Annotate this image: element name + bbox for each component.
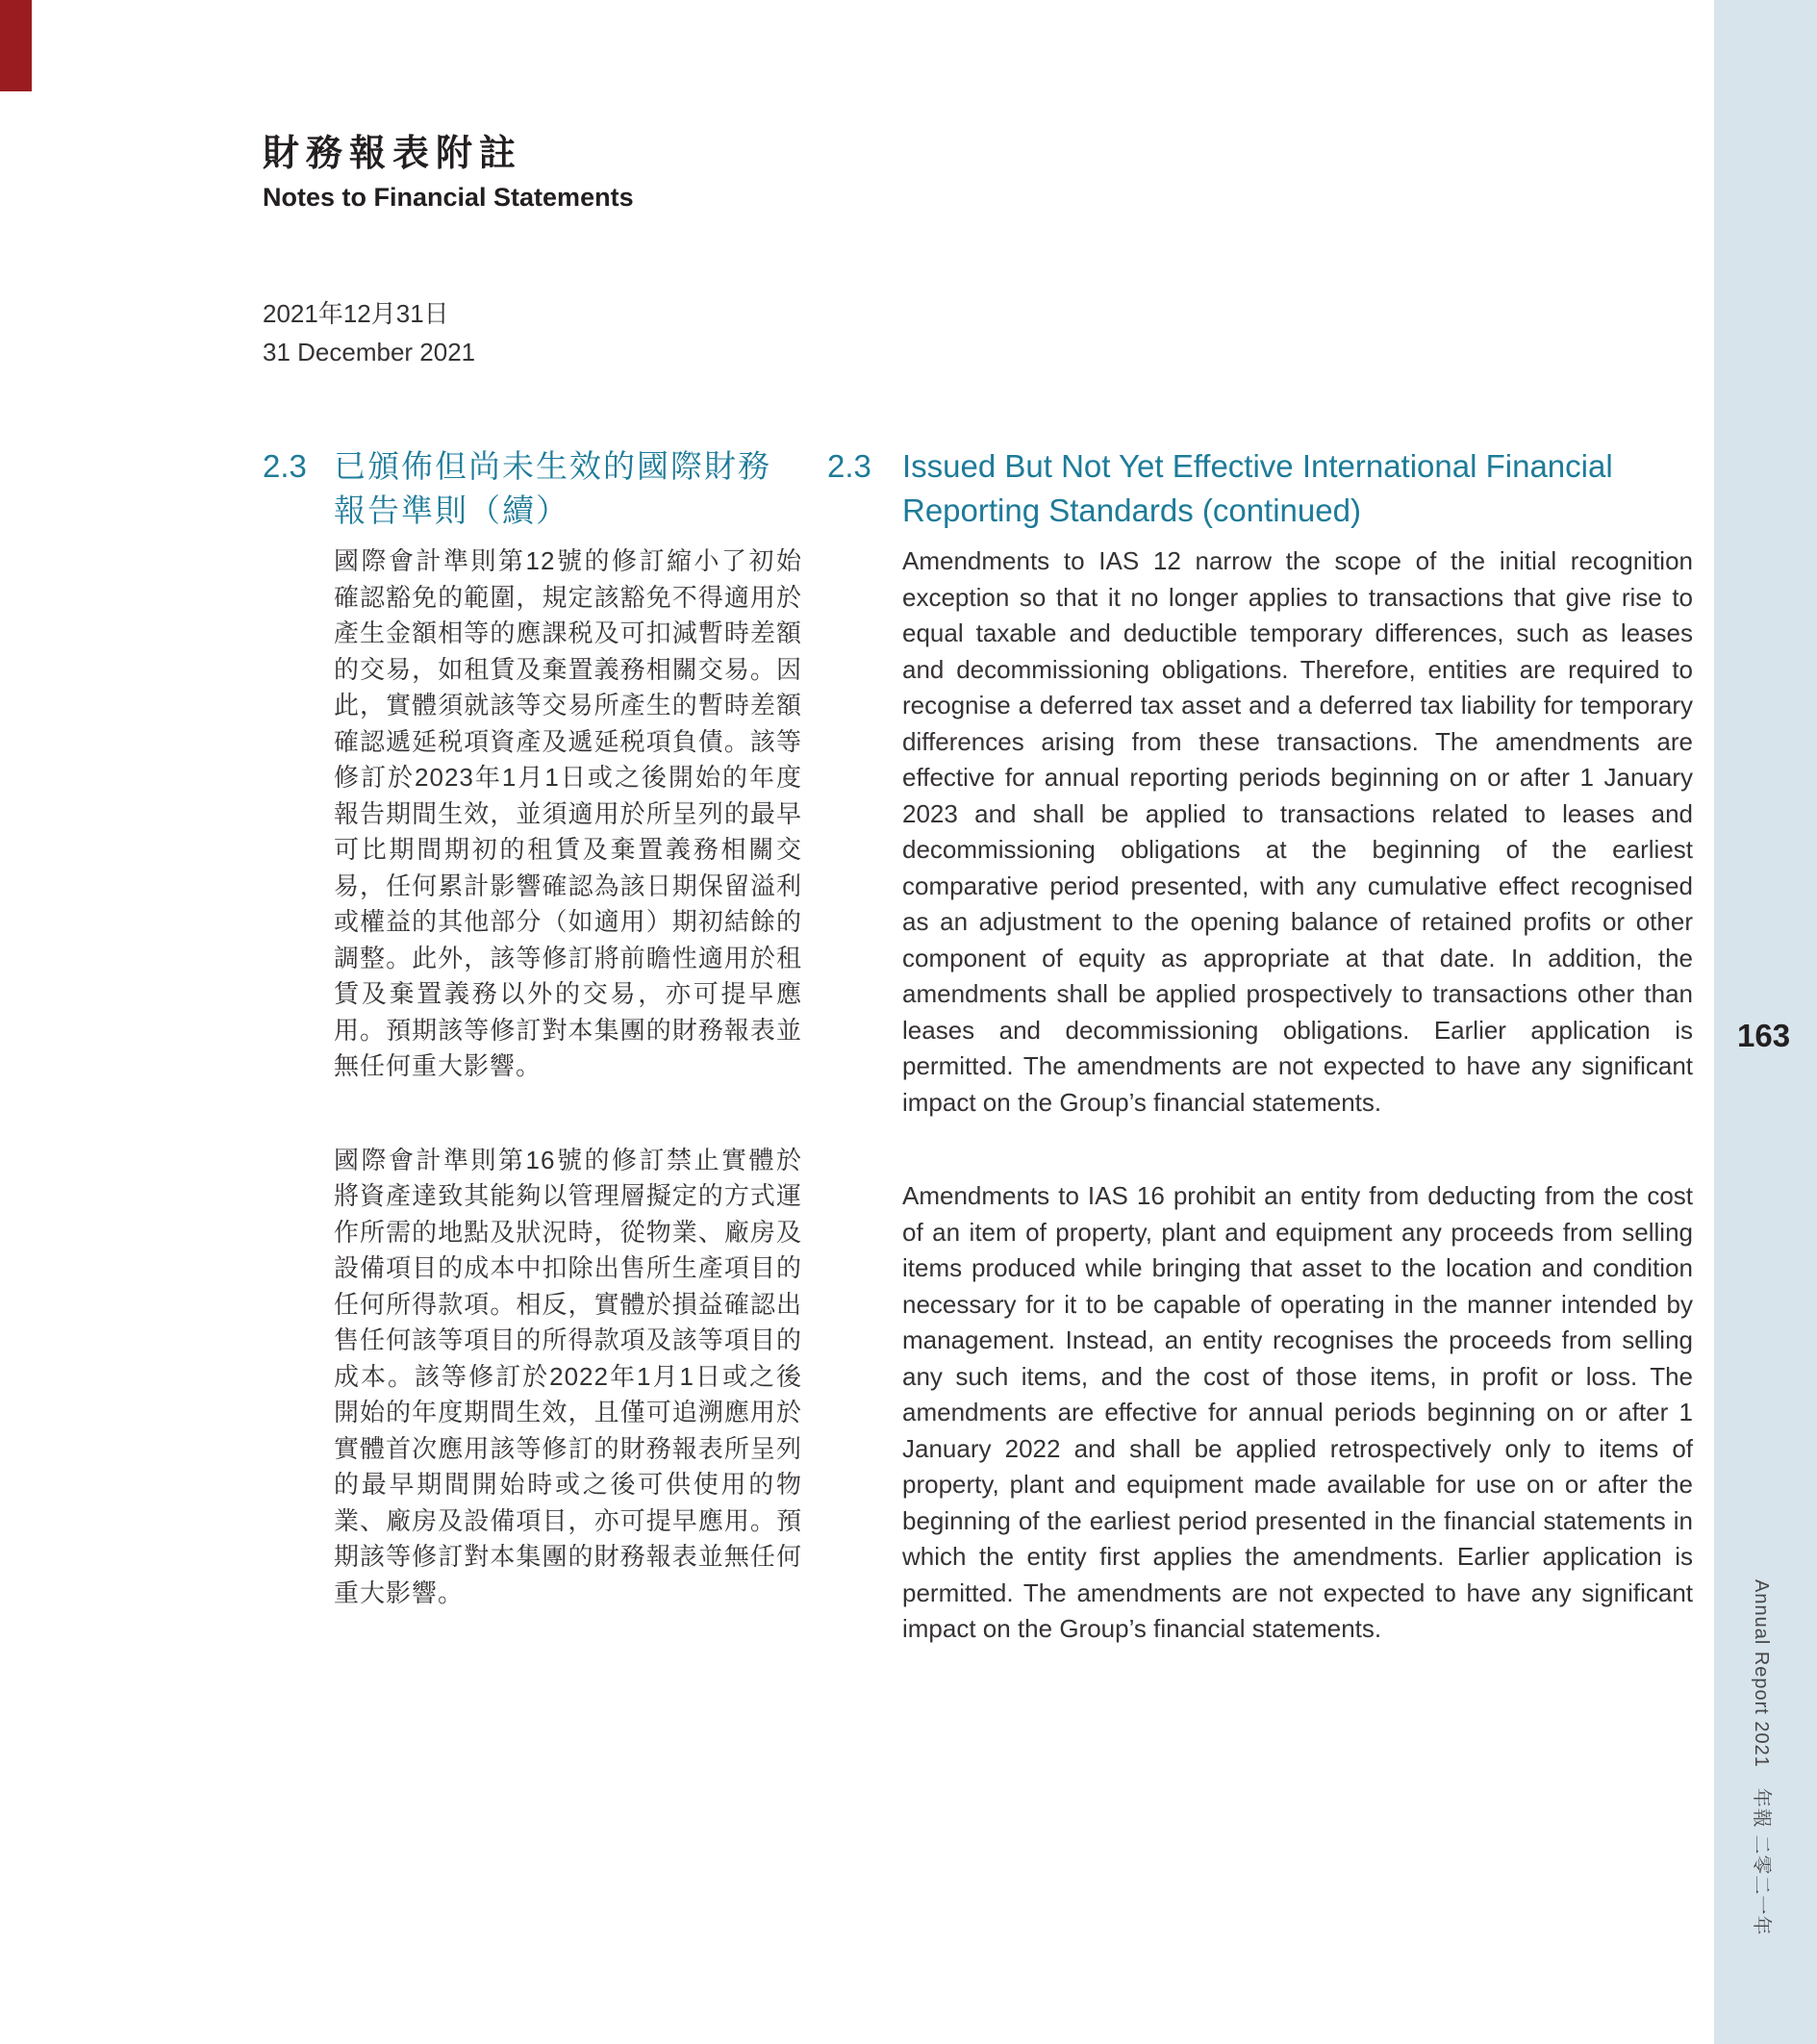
section-number-zh: 2.3: [263, 448, 307, 484]
section-number-en: 2.3: [827, 448, 871, 484]
section-heading-en: Issued But Not Yet Effective International Financial Reporting Standards (continued): [902, 448, 1613, 528]
paragraph-zh-2: 國際會計準則第16號的修訂禁止實體於將資產達致其能夠以管理層擬定的方式運作所需的地點及狀況時，從物業、廠房及設備項目的成本中扣除出售所生產項目的任何所得款項。相反，實體於損益確認出售任何該等項目的所得款項及該等項目的成本。該等修訂於2022年1月1日或之後開始的年度期間生效，且僅可追溯應用於實體首次應用該等修訂的財務報表所呈列的最早期間開始時或之後可供使用的物業、廠房及設備項目，亦可提早應用。預期該等修訂對本集團的財務報表並無任何重大影響。: [334, 1145, 802, 1607]
paragraph-en-2: Amendments to IAS 16 prohibit an entity from deducting from the cost of an item of property, plant and equipment any proceeds from selling items produced while bringing that asset to the location and condition necessary for it to be capable of operating in the manner intended by management. Instead, an entity recognises the proceeds from selling any such items, and the cost of those items, in profit or loss. The amendments are effective for annual periods beginning on or after 1 January 2022 and shall be applied retrospectively only to items of property, plant and equipment made available for use on or after the beginning of the earliest period presented in the financial statements in which the entity first applies the amendments. Earlier application is permitted. The amendments are not expected to have any significant impact on the Group’s financial statements.: [902, 1181, 1693, 1643]
section-body-en: [902, 543, 1693, 1648]
page-number: 163: [1737, 1018, 1791, 1053]
spine-vertical-text: Annual Report 2021 年報 二零二一年: [1751, 1579, 1772, 1936]
report-date-en: 31 December 2021: [263, 338, 476, 366]
column-english: [827, 444, 1693, 1648]
section-heading-zh: 已頒佈但尚未生效的國際財務報告準則（續）: [334, 448, 771, 528]
paragraph-zh-1: 國際會計準則第12號的修訂縮小了初始確認豁免的範圍，規定該豁免不得適用於產生金額相等的應課税及可扣減暫時差額的交易，如租賃及棄置義務相關交易。因此，實體須就該等交易所產生的暫時差額確認遞延税項資產及遞延税項負債。該等修訂於2023年1月1日或之後開始的年度報告期間生效，並須適用於所呈列的最早可比期間期初的租賃及棄置義務相關交易，任何累計影響確認為該日期保留溢利或權益的其他部分（如適用）期初結餘的調整。此外，該等修訂將前瞻性適用於租賃及棄置義務以外的交易，亦可提早應用。預期該等修訂對本集團的財務報表並無任何重大影響。: [334, 546, 802, 1080]
section-head-en: [827, 444, 1693, 533]
corner-accent-bar: [0, 0, 32, 91]
section-head-zh: [263, 444, 802, 533]
paragraph-en-1: Amendments to IAS 12 narrow the scope of the initial recognition exception so that it no longer applies to transactions that give rise to equal taxable and deductible temporary differences, such as leases and decommissioning obligations. Therefore, entities are required to recognise a deferred tax asset and a deferred tax liability for temporary differences arising from these transactions. The amendments are effective for annual reporting periods beginning on or after 1 January 2023 and shall be applied to transactions related to leases and decommissioning obligations at the beginning of the earliest comparative period presented, with any cumulative effect recognised as an adjustment to the opening balance of retained profits or other component of equity as appropriate at that date. In addition, the amendments shall be applied prospectively to transactions other than leases and decommissioning obligations. Earlier application is permitted. The amendments are not expected to have any significant impact on the Group’s financial statements.: [902, 546, 1693, 1117]
doc-title-zh: 財務報表附註: [263, 131, 523, 174]
column-chinese: [263, 444, 802, 1611]
report-date-zh: 2021年12月31日: [263, 299, 449, 328]
report-date-block: [263, 294, 475, 371]
section-body-zh: [334, 543, 802, 1611]
doc-title-en: Notes to Financial Statements: [263, 183, 634, 212]
